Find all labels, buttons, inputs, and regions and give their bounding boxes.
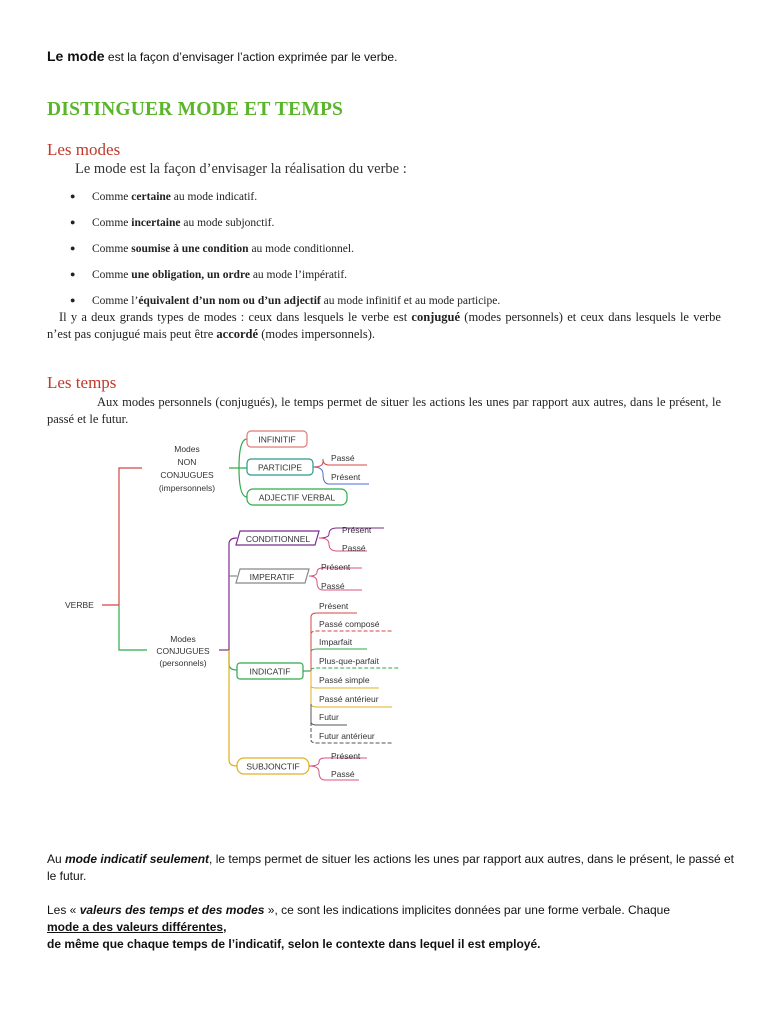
- para-text: (modes impersonnels).: [258, 327, 376, 341]
- non-conj-label: CONJUGUES: [160, 470, 214, 480]
- indicatif-label: INDICATIF: [249, 666, 291, 677]
- adjectif-label: ADJECTIF VERBAL: [258, 492, 336, 503]
- imperatif-item: Passé: [321, 581, 345, 591]
- para-text: de même que chaque temps de l’indicatif, selon le contexte dans lequel il est employé.: [47, 937, 541, 951]
- valeurs-paragraph: [47, 902, 737, 953]
- para-emphasis: mode indicatif seulement: [65, 852, 210, 866]
- bullet-text: Comme: [92, 217, 132, 229]
- bullet-text: au mode indicatif.: [170, 191, 258, 203]
- subjonctif-item: Présent: [331, 751, 361, 761]
- conditionnel-item: Présent: [342, 525, 372, 535]
- bullet-bold: équivalent d’un nom ou d’un adjectif: [138, 295, 321, 307]
- non-conj-label: NON: [177, 457, 197, 467]
- indicatif-item: Passé antérieur: [319, 694, 379, 704]
- bullet-bold: soumise à une condition: [131, 243, 249, 255]
- list-item: [70, 217, 274, 229]
- modes-intro: Le mode est la façon d’envisager la réalisation du verbe :: [75, 161, 407, 177]
- bullet-icon: ●: [70, 269, 76, 279]
- temps-paragraph: [47, 394, 721, 428]
- bullet-bold: une obligation, un ordre: [131, 269, 250, 281]
- modes-heading: Les modes: [47, 140, 121, 159]
- list-item: [70, 191, 257, 203]
- bullet-text: au mode l’impératif.: [249, 269, 348, 281]
- para-underline: mode a des valeurs différentes: [47, 920, 224, 934]
- para-bold: accordé: [216, 327, 259, 341]
- imperatif-item: Présent: [321, 562, 351, 572]
- non-conj-label: Modes: [174, 444, 200, 454]
- root-label: VERBE: [65, 600, 94, 610]
- intro-line: [47, 48, 397, 64]
- subjonctif-item: Passé: [331, 769, 355, 779]
- para-text: , le temps permet de situer les actions les unes par rapport aux autres, dans le présent, le passé et le futur.: [47, 852, 734, 883]
- non-conj-connector: [239, 439, 247, 497]
- modes-paragraph: [47, 309, 721, 343]
- main-heading: DISTINGUER MODE ET TEMPS: [47, 99, 344, 120]
- bullet-text: Comme: [92, 191, 132, 203]
- list-item: [70, 243, 354, 255]
- indicatif-item: Passé simple: [319, 675, 370, 685]
- participe-item: Présent: [331, 472, 361, 482]
- non-conj-label: (impersonnels): [158, 483, 216, 493]
- conditionnel-item: Passé: [342, 543, 366, 553]
- temps-heading: Les temps: [47, 373, 117, 392]
- bullet-bold: incertaine: [131, 217, 181, 229]
- conditionnel-label: CONDITIONNEL: [245, 534, 311, 544]
- bullet-icon: ●: [70, 295, 76, 305]
- participe-item: Passé: [331, 453, 355, 463]
- conj-label: (personnels): [159, 658, 207, 668]
- para-text: Il y a deux grands types de modes : ceux dans lesquels le verbe est: [59, 310, 412, 324]
- bullet-bold: certaine: [131, 191, 171, 203]
- para-text: (modes personnels) et ceux dans lesquels le verbe n’est pas conjugué mais peut être: [47, 310, 721, 341]
- indicatif-paragraph: [47, 851, 737, 885]
- para-bold: conjugué: [411, 310, 461, 324]
- conj-label: CONJUGUES: [156, 646, 210, 656]
- bullet-icon: ●: [70, 243, 76, 253]
- bullet-text: Comme: [92, 243, 132, 255]
- para-text: ,: [223, 920, 227, 934]
- para-text: », ce sont les indications implicites données par une forme verbale. Chaque: [264, 903, 671, 917]
- bullet-text: Comme l’: [92, 295, 139, 307]
- conj-connector-up: [229, 538, 237, 650]
- indicatif-item: Futur antérieur: [319, 731, 375, 741]
- para-text: Aux modes personnels (conjugués), le temps permet de situer les actions les unes par rapport aux autres, dans le présent, le passé et le futur.: [47, 395, 721, 426]
- infinitif-label: INFINITIF: [258, 434, 296, 445]
- bullet-text: au mode infinitif et au mode participe.: [320, 295, 501, 307]
- verb-mindmap: [47, 424, 407, 786]
- bullet-icon: ●: [70, 191, 76, 201]
- intro-bold: Le mode: [47, 48, 105, 64]
- indicatif-item: Présent: [319, 601, 349, 611]
- subjonctif-label: SUBJONCTIF: [246, 761, 300, 772]
- intro-rest: est la façon d’envisager l’action exprimée par le verbe.: [104, 50, 398, 64]
- imperatif-label: IMPERATIF: [249, 572, 295, 582]
- indicatif-item: Imparfait: [319, 637, 353, 647]
- list-item: [70, 269, 347, 281]
- para-text: Au: [47, 852, 66, 866]
- para-text: Les «: [47, 903, 80, 917]
- participe-label: PARTICIPE: [257, 462, 303, 473]
- indicatif-item: Futur: [319, 712, 339, 722]
- indicatif-item: Plus-que-parfait: [319, 656, 380, 666]
- para-emphasis: valeurs des temps et des modes: [79, 903, 265, 917]
- bullet-text: au mode conditionnel.: [248, 243, 354, 255]
- indicatif-item: Passé composé: [319, 619, 380, 629]
- conj-label: Modes: [170, 634, 196, 644]
- bullet-text: au mode subjonctif.: [180, 217, 275, 229]
- bullet-icon: ●: [70, 217, 76, 227]
- branch-conj: [119, 605, 147, 650]
- branch-non-conj: [119, 468, 142, 605]
- list-item: [70, 295, 500, 307]
- bullet-text: Comme: [92, 269, 132, 281]
